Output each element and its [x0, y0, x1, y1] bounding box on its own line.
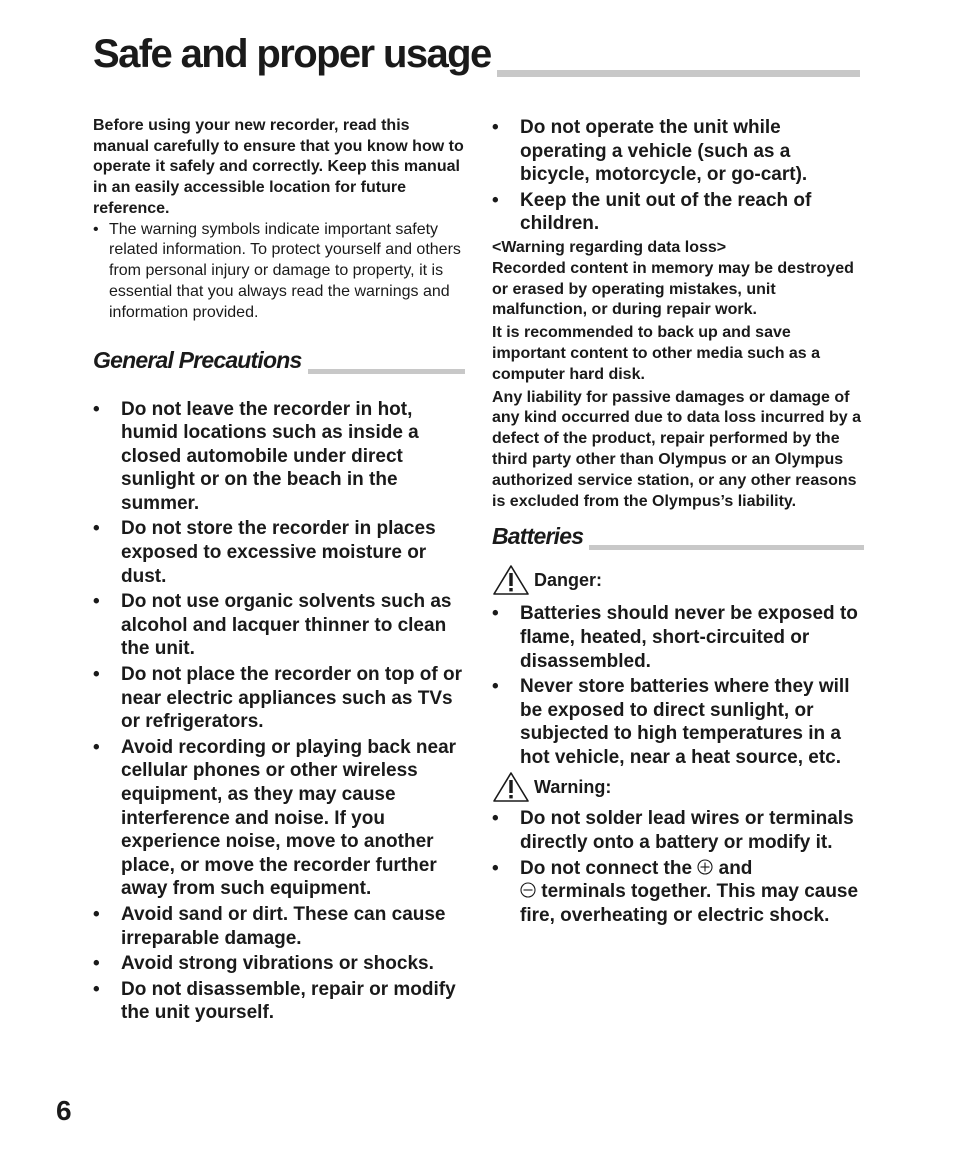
- warning-triangle-icon: [492, 564, 530, 596]
- bullet: •: [492, 603, 499, 625]
- list-item-text: terminals together. This may cause fire, overheating or electric shock.: [520, 881, 859, 926]
- list-item-text: Do not place the recorder on top of or near electric appliances such as TVs or refrigerators.: [121, 664, 462, 733]
- list-item: [93, 903, 465, 950]
- list-item: [492, 116, 864, 187]
- warning-list: [492, 807, 864, 927]
- bullet: •: [93, 518, 100, 540]
- intro-note-list: [93, 220, 465, 324]
- bullet: •: [93, 664, 100, 686]
- list-item-text: Do not disassemble, repair or modify the unit yourself.: [121, 978, 456, 1024]
- general-precautions-title: General Precautions: [93, 346, 308, 374]
- list-item: [93, 590, 465, 661]
- list-item: [93, 517, 465, 588]
- page-number: 6: [56, 1095, 72, 1126]
- list-item: [492, 675, 864, 769]
- list-item-text: Avoid sand or dirt. These can cause irreparable damage.: [121, 903, 446, 949]
- warning-heading: [492, 771, 864, 803]
- bullet: •: [492, 857, 499, 879]
- danger-label: Danger:: [534, 570, 603, 591]
- list-item-text: Do not store the recorder in places exposed to excessive moisture or dust.: [121, 518, 436, 587]
- intro-note-text: The warning symbols indicate important safety related information. To protect yourself and others from personal injury or damage to property, it is essential that you always read the warnings and information provided.: [109, 220, 461, 321]
- right-column: [492, 116, 864, 929]
- batteries-heading: [492, 522, 864, 550]
- list-item-text: Never store batteries where they will be exposed to direct sunlight, or subjected to high temperatures in a hot vehicle, near a heat source, etc.: [520, 676, 850, 768]
- bullet: •: [492, 808, 499, 830]
- list-item: [492, 602, 864, 673]
- list-item-text: Avoid recording or playing back near cellular phones or other wireless equipment, as they may cause interference and noise. If you experience noise, move to another place, or move the recorder further away from such equipment.: [121, 736, 457, 900]
- list-item-text: Do not solder lead wires or terminals directly onto a battery or modify it.: [520, 808, 854, 854]
- bullet: •: [93, 591, 100, 613]
- circled-plus-icon: [697, 859, 713, 875]
- list-item-text: Do not leave the recorder in hot, humid locations such as inside a closed automobile under direct sunlight or on the beach in the summer.: [121, 398, 419, 514]
- vehicle-children-list: [492, 116, 864, 236]
- data-loss-paragraph: It is recommended to back up and save important content to other media such as a computer hard disk.: [492, 324, 821, 383]
- intro-text: Before using your new recorder, read this manual carefully to ensure that you know how to operate it safely and correctly. Keep this manual in an easily accessible location for future reference.: [93, 117, 464, 217]
- danger-list: [492, 602, 864, 769]
- danger-heading: [492, 564, 864, 596]
- list-item-text: Keep the unit out of the reach of children.: [520, 189, 812, 235]
- bullet: •: [492, 117, 499, 138]
- list-item-text: Avoid strong vibrations or shocks.: [121, 953, 434, 975]
- bullet: •: [93, 736, 100, 758]
- list-item-text: Do not operate the unit while operating a vehicle (such as a bicycle, motorcycle, or go-cart).: [520, 117, 808, 186]
- list-item: [93, 663, 465, 734]
- list-item: [492, 807, 864, 854]
- batteries-title: Batteries: [492, 522, 589, 550]
- bullet: •: [93, 398, 100, 420]
- list-item: [93, 978, 465, 1025]
- bullet: •: [93, 903, 100, 925]
- intro-note: [93, 220, 465, 324]
- list-item-text: and: [718, 857, 753, 879]
- bullet: •: [93, 220, 99, 238]
- bullet: •: [492, 189, 499, 211]
- data-loss-paragraph: Recorded content in memory may be destroyed or erased by operating mistakes, unit malfunction, or during repair work.: [492, 259, 854, 319]
- list-item: [93, 952, 465, 976]
- list-item: [93, 736, 465, 901]
- left-column: [93, 116, 465, 1027]
- circled-minus-icon: [520, 882, 536, 898]
- general-precautions-heading: [93, 346, 465, 374]
- list-item: [93, 398, 465, 516]
- bullet: •: [93, 978, 100, 1000]
- list-item-text: Do not connect the: [520, 857, 693, 879]
- list-item-text: Batteries should never be exposed to flame, heated, short-circuited or disassembled.: [520, 603, 858, 672]
- general-precautions-list: [93, 398, 465, 1025]
- warning-label: Warning:: [534, 777, 612, 798]
- warning-triangle-icon: [492, 771, 530, 803]
- bullet: •: [93, 953, 100, 975]
- bullet: •: [492, 676, 499, 698]
- list-item: [492, 189, 864, 236]
- list-item: [492, 857, 864, 928]
- list-item-text: Do not use organic solvents such as alcohol and lacquer thinner to clean the unit.: [121, 591, 452, 660]
- data-loss-paragraph: Any liability for passive damages or damage of any kind occurred due to data loss incurred by a defect of the product, repair performed by the third party other than Olympus or an Olympus authorized service station, or any other reasons is excluded from the Olympus’s liability.: [492, 388, 861, 510]
- page-title: Safe and proper usage: [93, 30, 497, 78]
- data-loss-heading: <Warning regarding data loss>: [492, 238, 727, 256]
